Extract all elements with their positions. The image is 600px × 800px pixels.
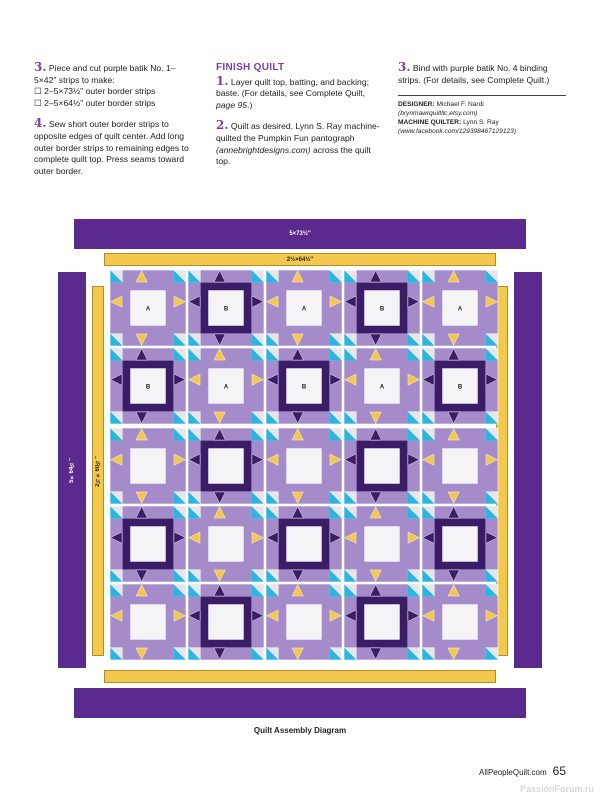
step-number: 1. <box>216 73 229 88</box>
quilt-blocks <box>110 270 500 662</box>
quilter-name: Lynn S. Ray <box>463 119 499 127</box>
quilt-block <box>188 428 264 504</box>
block-label: A <box>145 306 151 313</box>
block-label: A <box>301 306 307 313</box>
block-label: B <box>301 384 307 391</box>
checklist-item: ☐ 2–5×64½" outer border strips <box>34 97 156 108</box>
quilt-block <box>188 348 264 424</box>
middle-column <box>216 62 384 177</box>
step-text-end: .) <box>247 99 253 110</box>
checklist-item: ☐ 2–5×73½" outer border strips <box>34 86 156 97</box>
quilt-block <box>422 428 498 504</box>
diagram-caption: Quilt Assembly Diagram <box>253 726 347 735</box>
watermark: PassionForum.ru <box>519 784 594 794</box>
border-label: 5×73½" <box>289 231 311 237</box>
page-number: 65 <box>552 764 566 778</box>
page-footer <box>479 764 566 778</box>
quilt-block <box>344 428 420 504</box>
quilt-block <box>110 506 186 582</box>
border-label: 2½×60½" <box>95 455 101 487</box>
website-reference: (annebrightdesigns.com) <box>216 144 311 155</box>
quilt-block <box>344 270 420 346</box>
quilt-block <box>344 506 420 582</box>
border-label: 5×64½" <box>69 457 75 483</box>
page-reference: page 95 <box>216 99 248 110</box>
section-heading: FINISH QUILT <box>216 62 285 73</box>
left-column <box>34 62 194 186</box>
right-outer-border <box>514 272 542 668</box>
credits <box>398 95 566 136</box>
quilt-block <box>344 348 420 424</box>
step-text: Quilt as desired. Lynn S. Ray machine-quilted the Pumpkin Fun pantograph <box>216 121 380 143</box>
top-outer-border <box>74 219 526 249</box>
site-name: AllPeopleQuilt.com <box>479 768 547 777</box>
step-text: Piece and cut purple batik No. 1–5×42" strips to make: <box>34 63 176 85</box>
border-label: 2½×64½" <box>286 256 314 263</box>
block-label: A <box>379 384 385 391</box>
quilt-block <box>266 506 342 582</box>
quilt-block <box>266 270 342 346</box>
designer-name: Michael F. Nardi <box>436 101 484 109</box>
quilt-block <box>110 584 186 660</box>
quilt-block <box>110 348 186 424</box>
top-inner-border <box>104 253 496 266</box>
quilt-block <box>188 270 264 346</box>
quilter-url: (www.facebook.com/129398467129123) <box>398 128 517 136</box>
step-text-end: across the quilt top. <box>216 144 371 167</box>
quilt-block <box>422 270 498 346</box>
block-label: B <box>379 306 385 313</box>
quilt-block <box>344 584 420 660</box>
block-label: A <box>223 384 229 391</box>
block-label: A <box>457 306 463 313</box>
quilt-block <box>188 506 264 582</box>
left-inner-border <box>92 286 104 656</box>
step-text: Sew short outer border strips to opposite edges of quilt center. Add long outer border strips to remaining edges to complete quilt top. Press seams toward outer border. <box>34 119 189 176</box>
quilt-block <box>188 584 264 660</box>
step-number: 2. <box>216 118 229 133</box>
block-label: B <box>145 384 151 391</box>
quilt-block <box>422 506 498 582</box>
quilt-block <box>422 584 498 660</box>
right-column <box>398 62 566 136</box>
designer-url: (brynmawrquiltllc.etsy.com) <box>398 110 478 118</box>
step-number: 3. <box>34 60 47 74</box>
step-text: Layer quilt top, batting, and backing; baste. (For details, see Complete Quilt, <box>216 76 369 99</box>
quilt-block <box>422 348 498 424</box>
quilt-center <box>110 270 500 662</box>
quilt-block <box>110 270 186 346</box>
step-number: 3. <box>398 60 411 74</box>
step-text: Bind with purple batik No. 4 binding strips. (For details, see Complete Quilt.) <box>398 63 550 85</box>
quilter-label: MACHINE QUILTER: <box>398 119 462 127</box>
bottom-outer-border <box>74 688 526 718</box>
left-outer-border <box>58 272 86 668</box>
block-label: B <box>457 384 463 391</box>
quilt-block <box>266 348 342 424</box>
block-label: B <box>223 306 229 313</box>
quilt-block <box>266 428 342 504</box>
quilt-block <box>266 584 342 660</box>
step-number: 4. <box>34 116 47 131</box>
bottom-inner-border <box>104 670 496 683</box>
quilt-block <box>110 428 186 504</box>
designer-label: DESIGNER: <box>398 101 435 109</box>
